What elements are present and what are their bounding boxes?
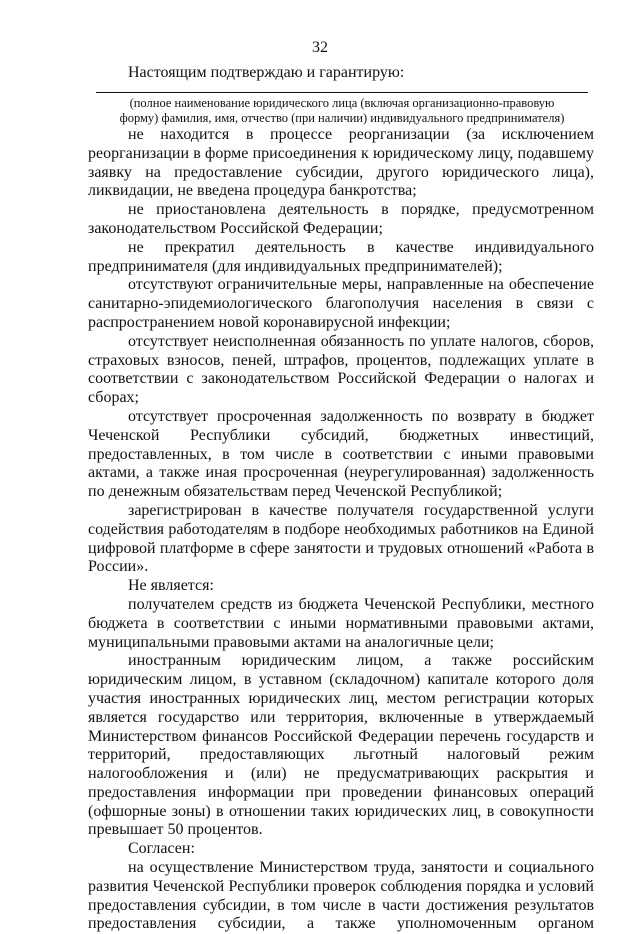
section-heading-is-not: Не является: [128,577,214,595]
document-body [88,126,594,934]
section-heading-agrees: Согласен: [128,840,195,858]
paragraph-no-restrictive-measures: отсутствуют ограничительные меры, направленные на обеспечение санитарно-эпидемиологического благополучия населения в связи с распространением новой коронавирусной инфекции; [88,276,594,331]
paragraph-registered-work-in-russia: зарегистрирован в качестве получателя государственной услуги содействия работодателям в подборе необходимых работников на Единой цифровой платформе в сфере занятости и трудовых отношений «Работа в России». [88,501,594,576]
fill-in-line [96,92,588,93]
paragraph-not-suspended: не приостановлена деятельность в порядке, предусмотренном законодательством Российской Федерации; [88,201,594,237]
paragraph-not-budget-recipient: получателем средств из бюджета Чеченской Республики, местного бюджета в соответствии с иными нормативными правовыми актами, муниципальными правовыми актами на аналогичные цели; [88,595,594,651]
paragraph-no-overdue-debt: отсутствует просроченная задолженность по возврату в бюджет Чеченской Республики субсидий, бюджетных инвестиций, предоставленных, в том числе в соответствии с иными правовыми актами, а также иная просроченная (неурегулированная) задолженность по денежным обязательствам перед Чеченской Республикой; [88,407,594,501]
caption-line: форму) фамилия, имя, отчество (при наличии) индивидуального предпринимателя) [119,111,565,125]
paragraph-not-in-reorganization: не находится в процессе реорганизации (за исключением реорганизации в форме присоединения к юридическому лицу, подавшему заявку на предоставление субсидии, другого юридического лица), ликвидации, не введена процедура банкротства; [88,126,594,200]
fill-in-caption [96,96,588,126]
page-number: 32 [312,39,328,56]
paragraph-no-tax-debt: отсутствует неисполненная обязанность по уплате налогов, сборов, страховых взносов, пеней, штрафов, процентов, подлежащих уплате в соответствии с законодательством Российской Федерации о налогах и сборах; [88,332,594,407]
intro-statement: Настоящим подтверждаю и гарантирую: [128,64,405,81]
paragraph-agrees-to-inspections: на осуществление Министерством труда, занятости и социального развития Чеченской Республики проверок соблюдения порядка и условий предоставления субсидии, в том числе в части достижения результатов предоставления субсидии, а также уполномоченным органом [88,859,594,933]
paragraph-not-foreign-entity: иностранным юридическим лицом, а также российским юридическим лицом, в уставном (складочном) капитале которого доля участия иностранных юридических лиц, местом регистрации которых является государство или территория, включенные в утверждаемый Министерством финансов Российской Федерации перечень государств и территорий, предоставляющих льготный налоговый режим налогообложения и (или) не предусматривающих раскрытия и предоставления информации при проведении финансовых операций (офшорные зоны) в отношении таких юридических лиц, в совокупности превышает 50 процентов. [88,652,594,839]
paragraph-not-terminated: не прекратил деятельность в качестве индивидуального предпринимателя (для индивидуальных предпринимателей); [88,238,594,275]
caption-line: (полное наименование юридического лица (включая организационно-правовую [129,96,555,110]
